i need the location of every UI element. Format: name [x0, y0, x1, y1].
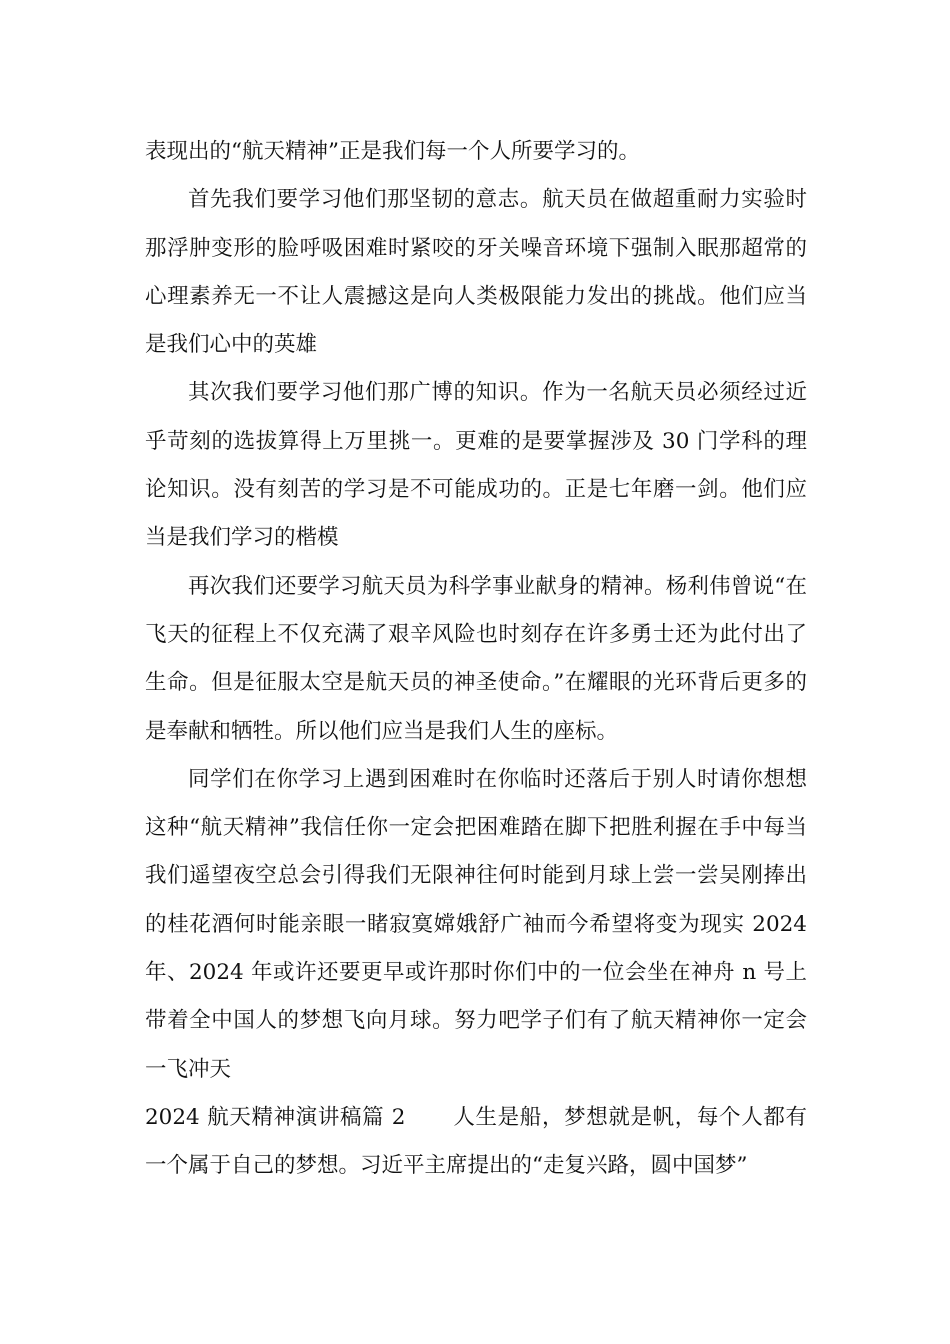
paragraph-will: 首先我们要学习他们那坚韧的意志。航天员在做超重耐力实验时那浮肿变形的脸呼吸困难时紧咬的牙关噪音环境下强制入眠那超常的心理素养无一不让人震撼这是向人类极限能力发出的挑战。他们应当是我们心中的英雄: [145, 187, 807, 358]
paragraph-students: 同学们在你学习上遇到困难时在你临时还落后于别人时请你想想这种“航天精神”我信任你一定会把困难踏在脚下把胜利握在手中每当我们遥望夜空总会引得我们无限神往何时能到月球上尝一尝吴刚捧出的桂花酒何时能亲眼一睹寂寞嫦娥舒广袖而今希望将变为现实 2024 年、2024 年或许还要更早或许那时你们中的一位会坐在神舟 n 号上带着全中国人的梦想飞向月球。努力吧学子们有了航天精神你一定会一飞冲天: [145, 766, 807, 1082]
paragraph-knowledge: 其次我们要学习他们那广博的知识。作为一名航天员必须经过近乎苛刻的选拔算得上万里挑一。更难的是要掌握涉及 30 门学科的理论知识。没有刻苦的学习是不可能成功的。正是七年磨一剑。他们应当是我们学习的楷模: [145, 380, 807, 551]
section-text: 人生是船，梦想就是帆，每个人都有一个属于自己的梦想。习近平主席提出的“走复兴路，圆中国梦”: [145, 1104, 807, 1179]
document-body: [145, 128, 807, 1191]
paragraph-dedication: 再次我们还要学习航天员为科学事业献身的精神。杨利伟曾说“在飞天的征程上不仅充满了艰辛风险也时刻存在许多勇士还为此付出了生命。但是征服太空是航天员的神圣使命。”在耀眼的光环背后更多的是奉献和牺牲。所以他们应当是我们人生的座标。: [145, 573, 807, 744]
section-paragraph: [145, 1094, 807, 1191]
section-heading: 2024 航天精神演讲稿篇 2: [145, 1104, 406, 1130]
paragraph-intro: 表现出的“航天精神”正是我们每一个人所要学习的。: [145, 139, 640, 164]
